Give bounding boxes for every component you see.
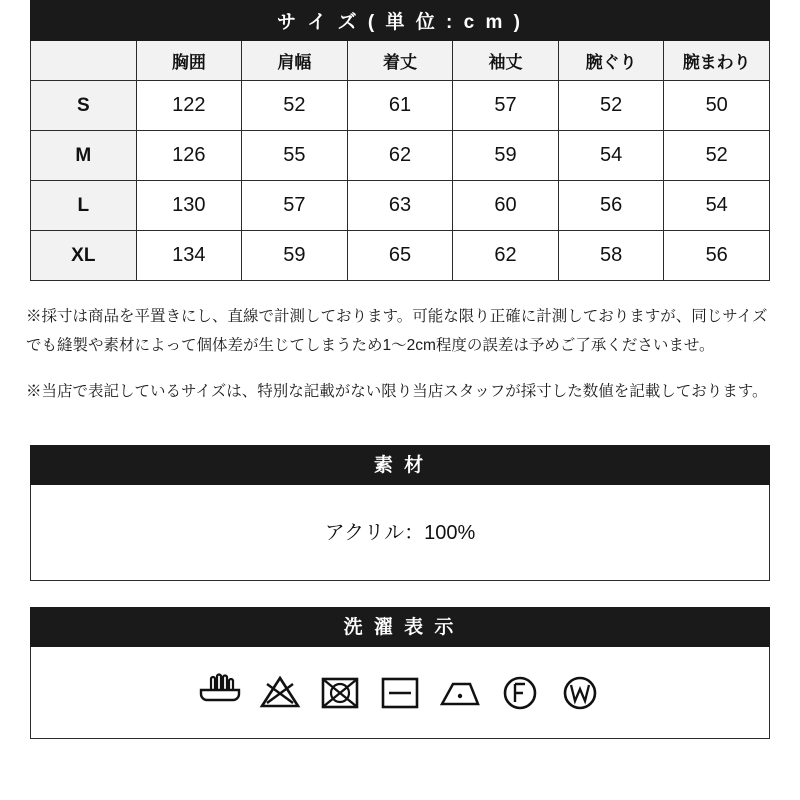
size-cell: 65 [347,231,453,281]
size-table-col-5: 腕まわり [664,41,770,81]
size-table-col-0: 胸囲 [136,41,242,81]
size-cell: 57 [453,81,559,131]
size-cell: 61 [347,81,453,131]
no-bleach-icon [257,670,303,716]
size-label: S [31,81,137,131]
size-cell: 52 [664,131,770,181]
table-row [31,181,770,231]
size-label: M [31,131,137,181]
material-value: アクリル：100% [30,485,770,581]
size-cell: 56 [664,231,770,281]
size-cell: 52 [242,81,348,131]
iron-low-icon [437,670,483,716]
measurement-notes [26,303,774,407]
size-cell: 59 [242,231,348,281]
size-cell: 60 [453,181,559,231]
note-text: ※当店で表記しているサイズは、特別な記載がない限り当店スタッフが採寸した数値を記載しております。 [26,383,768,401]
size-cell: 56 [558,181,664,231]
dryclean-f-icon [497,670,543,716]
size-table-col-1: 肩幅 [242,41,348,81]
size-cell: 52 [558,81,664,131]
size-label: L [31,181,137,231]
table-row [31,81,770,131]
note-text: ※採寸は商品を平置きにし、直線で計測しております。可能な限り正確に計測しておりますが、同じサイズでも縫製や素材によって個体差が生じてしまうため1〜2cm程度の誤差は予めご了承くださいませ。 [26,308,768,354]
size-cell: 55 [242,131,348,181]
flat-dry-icon [377,670,423,716]
table-row [31,231,770,281]
hand-wash-icon [197,670,243,716]
size-table [30,0,770,281]
wet-clean-w-icon [557,670,603,716]
size-cell: 126 [136,131,242,181]
material-section [30,445,770,581]
size-table-corner [31,41,137,81]
no-tumble-dry-icon [317,670,363,716]
size-cell: 134 [136,231,242,281]
size-cell: 62 [347,131,453,181]
wash-care-title: 洗 濯 表 示 [30,607,770,647]
wash-care-icons [30,647,770,739]
size-cell: 62 [453,231,559,281]
table-row [31,131,770,181]
material-title: 素 材 [30,445,770,485]
size-label: XL [31,231,137,281]
size-cell: 57 [242,181,348,231]
size-cell: 63 [347,181,453,231]
size-table-col-3: 袖丈 [453,41,559,81]
size-cell: 58 [558,231,664,281]
size-table-section [30,0,770,281]
size-cell: 54 [558,131,664,181]
size-cell: 130 [136,181,242,231]
wash-care-section [30,607,770,739]
size-table-title: サ イ ズ ( 単 位 : c m ) [31,1,770,41]
size-table-col-2: 着丈 [347,41,453,81]
size-cell: 122 [136,81,242,131]
size-table-col-4: 腕ぐり [558,41,664,81]
size-cell: 59 [453,131,559,181]
size-cell: 54 [664,181,770,231]
size-cell: 50 [664,81,770,131]
